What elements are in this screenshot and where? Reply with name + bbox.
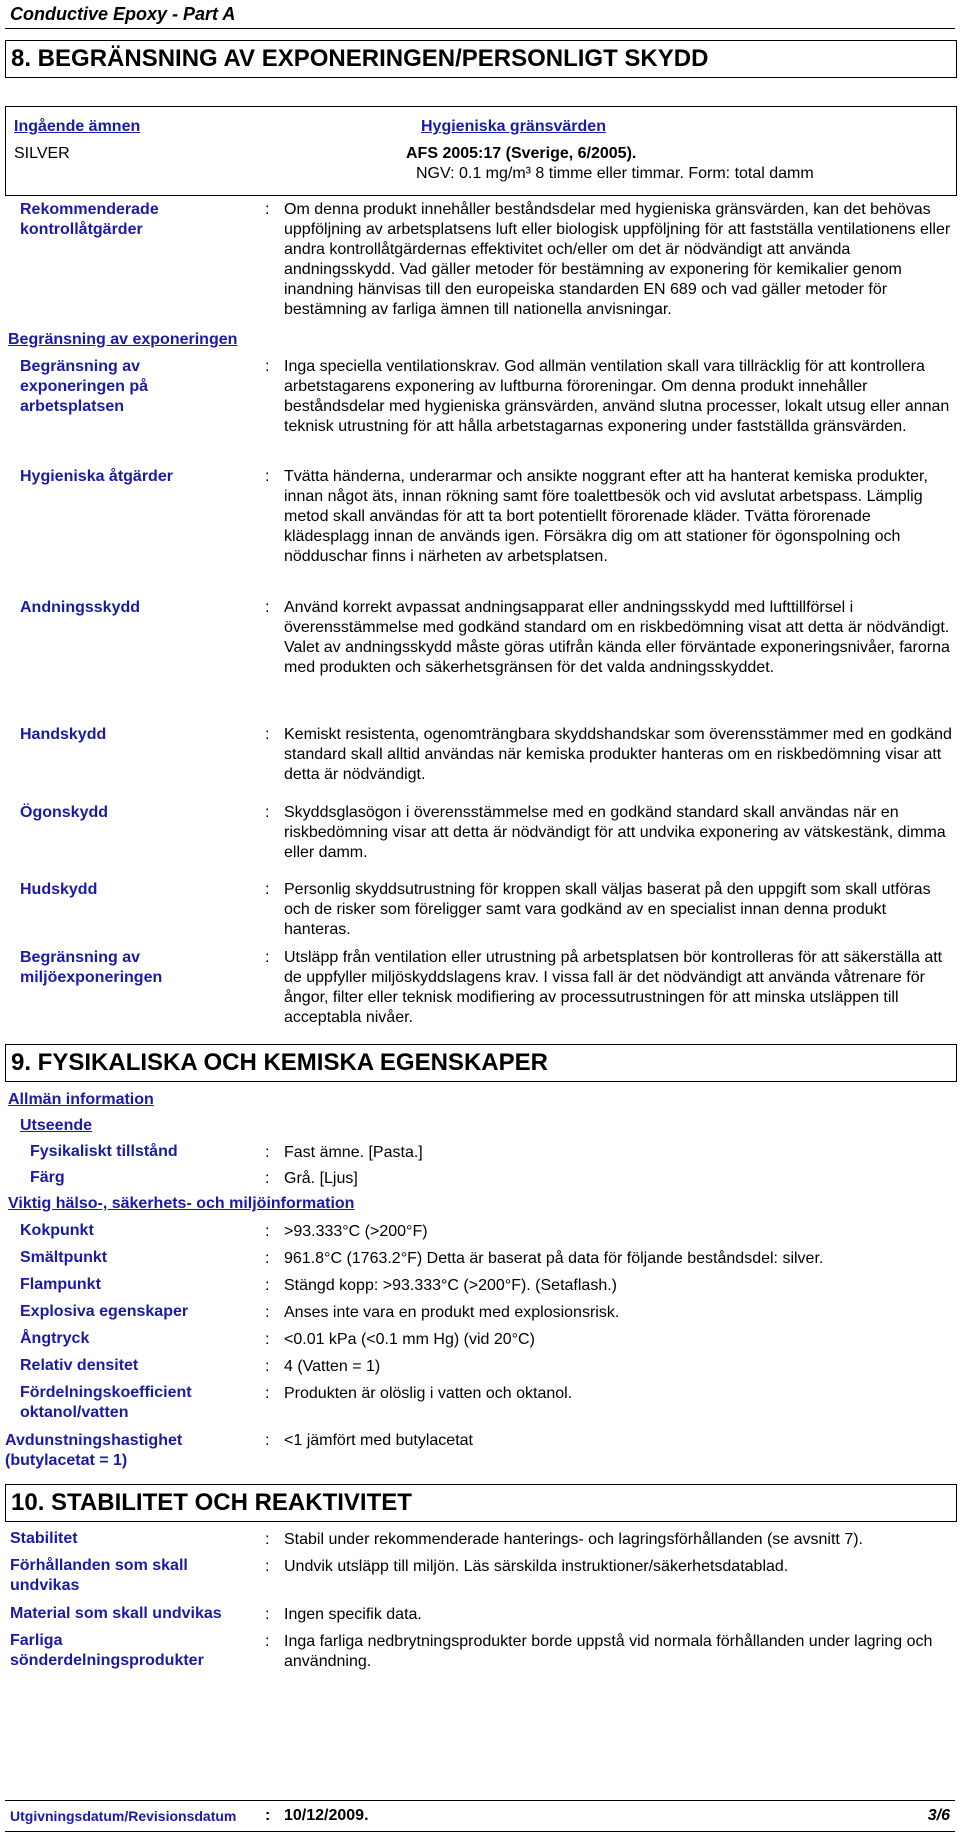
relative-density-value: 4 (Vatten = 1) — [284, 1358, 381, 1375]
melting-point-value: 961.8°C (1763.2°F) Detta är baserat på data för följande beståndsdel: silver. — [284, 1250, 824, 1267]
evaporation-rate-label: Avdunstningshastighet (butylacetat = 1) — [5, 1432, 183, 1469]
recommended-controls-text: Om denna produkt innehåller beståndsdelar med hygieniska gränsvärden, kan det behövas uppföljning av arbetsplatsens luft eller biologisk uppföljning för att fastställa ventilationens eller andra kontrollåtgärdernas effektivitet och/eller om det är nödvändigt att använda andningsskydd. Vad gäller metoder för bestämning av exponering för kemikalier genom inandning hänvisas till den europeiska standarden EN 689 och vad gäller metoder för bestämning av farliga ämnen till nationella anvisningar. — [284, 201, 951, 318]
materials-to-avoid-value: Ingen specifik data. — [284, 1606, 422, 1623]
decomposition-products-value: Inga farliga nedbrytningsprodukter borde uppstå vid normala förhållanden under lagring och användning. — [284, 1633, 933, 1670]
section-9-title: 9. FYSIKALISKA OCH KEMISKA EGENSKAPER — [5, 1044, 957, 1082]
melting-point-label: Smältpunkt — [20, 1249, 108, 1266]
decomposition-products-label: Farliga sönderdelningsprodukter — [10, 1632, 204, 1669]
physical-state-label: Fysikaliskt tillstånd — [30, 1143, 178, 1160]
section-10-title: 10. STABILITET OCH REAKTIVITET — [5, 1484, 957, 1522]
colon: : — [265, 881, 270, 898]
hand-protection-text: Kemiskt resistenta, ogenomträngbara skyddshandskar som överensstämmer med en godkänd standard skall alltid användas när kemiska produkter hanteras om en riskbedömning visar att detta är nödvändigt. — [284, 726, 952, 783]
relative-density-label: Relativ densitet — [20, 1357, 139, 1374]
general-info-header: Allmän information — [8, 1091, 154, 1108]
colon: : — [265, 1304, 270, 1321]
colon: : — [265, 468, 270, 485]
vapor-pressure-value: <0.01 kPa (<0.1 mm Hg) (vid 20°C) — [284, 1331, 535, 1348]
section-8-title: 8. BEGRÄNSNING AV EXPONERINGEN/PERSONLIGT SKYDD — [5, 40, 957, 78]
hygiene-measures-label: Hygieniska åtgärder — [20, 468, 173, 485]
colon: : — [265, 1385, 270, 1402]
conditions-to-avoid-label: Förhållanden som skall undvikas — [10, 1557, 188, 1594]
colon: : — [265, 1277, 270, 1294]
page-number: 3/6 — [927, 1807, 950, 1824]
explosive-properties-value: Anses inte vara en produkt med explosionsrisk. — [284, 1304, 620, 1321]
limit-regulation: AFS 2005:17 (Sverige, 6/2005). — [406, 145, 637, 162]
evaporation-rate-value: <1 jämfört med butylacetat — [284, 1432, 473, 1449]
partition-coefficient-value: Produkten är olöslig i vatten och oktanol. — [284, 1385, 573, 1402]
footer-issue-date: 10/12/2009. — [284, 1807, 369, 1824]
conditions-to-avoid-value: Undvik utsläpp till miljön. Läs särskilda instruktioner/säkerhetsdatablad. — [284, 1558, 789, 1575]
boiling-point-label: Kokpunkt — [20, 1222, 94, 1239]
colon: : — [265, 804, 270, 821]
recommended-controls-label: Rekommenderade kontrollåtgärder — [20, 201, 159, 238]
skin-protection-text: Personlig skyddsutrustning för kroppen skall väljas baserat på den uppgift som skall utföras och de risker som föreligger samt vara godkänd av en specialist innan denna produkt hanteras. — [284, 881, 931, 938]
colon: : — [265, 726, 270, 743]
workplace-exposure-label: Begränsning av exponeringen på arbetsplatsen — [20, 358, 149, 415]
materials-to-avoid-label: Material som skall undvikas — [10, 1605, 222, 1622]
vapor-pressure-label: Ångtryck — [20, 1330, 90, 1347]
limits-header: Hygieniska gränsvärden — [421, 118, 606, 135]
hand-protection-label: Handskydd — [20, 726, 107, 743]
header-rule — [5, 28, 955, 29]
hygiene-measures-text: Tvätta händerna, underarmar och ansikte noggrant efter att ha hanterat kemiska produkter, innan något äts, innan rökning samt före toalettbesök och vid avslutat arbetspass. Lämplig metod skall användas för att ta bort potentiellt förorenade kläder. Tvätta förorenade klädesplagg innan de används igen. Försäkra dig om att stationer för ögonspolning och nödduschar finns i närheten av arbetsplatsen. — [284, 468, 928, 565]
environmental-exposure-label: Begränsning av miljöexponeringen — [20, 949, 163, 986]
explosive-properties-label: Explosiva egenskaper — [20, 1303, 189, 1320]
stability-label: Stabilitet — [10, 1530, 78, 1547]
colon: : — [265, 1250, 270, 1267]
ingredients-table — [5, 106, 957, 196]
limit-value: NGV: 0.1 mg/m³ 8 timme eller timmar. Form: total damm — [416, 165, 814, 182]
colon: : — [265, 949, 270, 966]
eye-protection-label: Ögonskydd — [20, 804, 109, 821]
document-title: Conductive Epoxy - Part A — [10, 4, 236, 24]
respiratory-protection-text: Använd korrekt avpassat andningsapparat eller andningsskydd med lufttillförsel i överensstämmelse med godkänd standard om en riskbedömning visat att detta är nödvändigt. Valet av andningsskydd måste göras utifrån kända eller förväntade exponeringsnivåer, farorna med produkten och säkerhetsgränsen för det valda andningsskyddet. — [284, 599, 950, 676]
page-footer — [5, 1800, 955, 1832]
color-value: Grå. [Ljus] — [284, 1170, 358, 1187]
colon: : — [265, 1170, 270, 1187]
colon: : — [265, 201, 270, 218]
colon: : — [265, 1531, 270, 1548]
ingredient-name: SILVER — [14, 145, 70, 162]
important-info-header: Viktig hälso-, säkerhets- och miljöinformation — [8, 1195, 355, 1212]
skin-protection-label: Hudskydd — [20, 881, 98, 898]
colon: : — [265, 599, 270, 616]
eye-protection-text: Skyddsglasögon i överensstämmelse med en godkänd standard skall användas när en riskbedömning visar att detta är nödvändigt för att undvika exponering av vätskestänk, dimma eller damm. — [284, 804, 946, 861]
boiling-point-value: >93.333°C (>200°F) — [284, 1223, 428, 1240]
partition-coefficient-label: Fördelningskoefficient oktanol/vatten — [20, 1384, 192, 1421]
colon: : — [265, 1558, 270, 1575]
colon: : — [265, 1144, 270, 1161]
exposure-controls-header: Begränsning av exponeringen — [8, 331, 238, 348]
environmental-exposure-text: Utsläpp från ventilation eller utrustning på arbetsplatsen bör kontrolleras för att säkerställa att de uppfyller miljöskyddslagens krav. I vissa fall är det nödvändigt att använda våtrenare för ångor, filter eller teknisk modifiering av processutrustningen för att minska utsläppen till acceptabla nivåer. — [284, 949, 943, 1026]
respiratory-protection-label: Andningsskydd — [20, 599, 141, 616]
ingredients-header: Ingående ämnen — [14, 118, 141, 135]
physical-state-value: Fast ämne. [Pasta.] — [284, 1144, 423, 1161]
appearance-header: Utseende — [20, 1117, 93, 1134]
workplace-exposure-text: Inga speciella ventilationskrav. God allmän ventilation skall vara tillräcklig för att kontrollera arbetstagarens exponering av luftburna föroreningar. Om denna produkt innehåller beståndsdelar med hygieniska gränsvärden, använd slutna processer, lokalt utsug eller annan teknisk utrustning för att hålla arbetstagarnas exponering under fastställda gränsvärden. — [284, 358, 950, 435]
colon: : — [265, 358, 270, 375]
colon: : — [265, 1331, 270, 1348]
colon: : — [265, 1358, 270, 1375]
color-label: Färg — [30, 1169, 65, 1186]
footer-colon: : — [265, 1807, 271, 1824]
stability-value: Stabil under rekommenderade hanterings- och lagringsförhållanden (se avsnitt 7). — [284, 1531, 863, 1548]
colon: : — [265, 1606, 270, 1623]
flash-point-label: Flampunkt — [20, 1276, 101, 1293]
footer-issue-date-label: Utgivningsdatum/Revisionsdatum — [10, 1808, 237, 1824]
colon: : — [265, 1633, 270, 1650]
flash-point-value: Stängd kopp: >93.333°C (>200°F). (Setaflash.) — [284, 1277, 617, 1294]
colon: : — [265, 1432, 270, 1449]
colon: : — [265, 1223, 270, 1240]
